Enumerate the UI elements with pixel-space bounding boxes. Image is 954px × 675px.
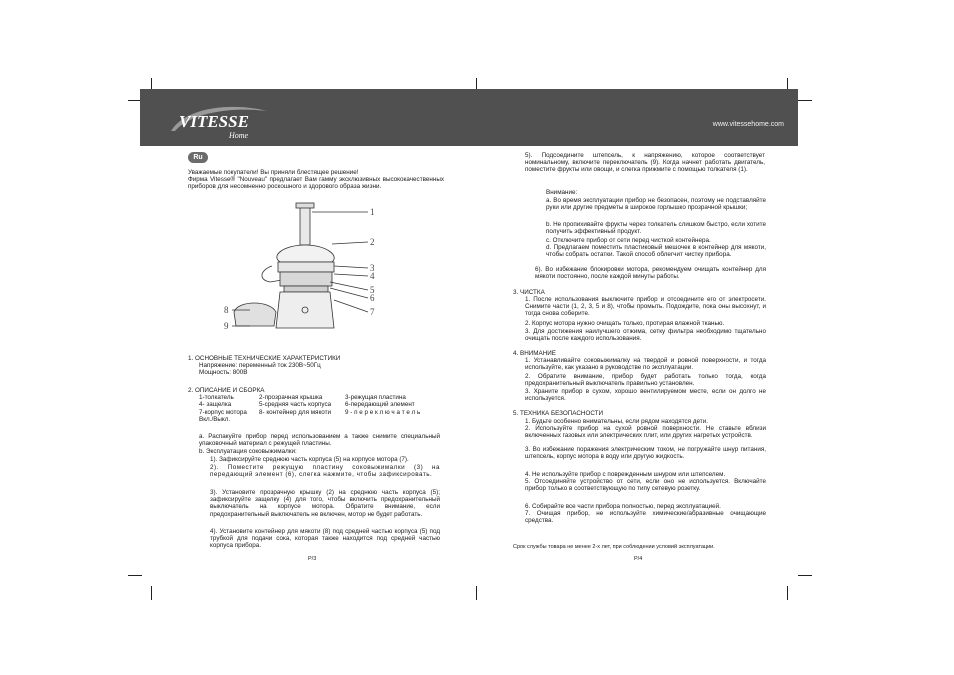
instruction-b: b. Эксплуатация соковыжималки: bbox=[199, 448, 297, 455]
part-item: 9 - п е р е к л ю ч а т е л ь bbox=[345, 409, 421, 416]
part-item: 4- защелка bbox=[199, 401, 232, 408]
language-badge: Ru bbox=[188, 152, 208, 163]
safety-rule: 2. Используйте прибор на сухой ровной поверхности. Не ставьте вблизи включенных газовых или электрических плит, или других нагретых устройств. bbox=[525, 425, 766, 440]
section4-title: 4. ВНИМАНИЕ bbox=[513, 350, 556, 357]
cleaning-item: 2. Корпус мотора нужно очищать только, протирая влажной тканью. bbox=[525, 320, 725, 327]
attention-item: c. Отключите прибор от сети перед чисткой контейнера. bbox=[546, 237, 711, 244]
cleaning-item: 3. Для достижения наилучшего отжима, сетку фильтра необходимо тщательно очищать после каждого использования. bbox=[525, 328, 766, 343]
part-item: 5-средняя часть корпуса bbox=[259, 401, 332, 408]
figure-label-5: 5 bbox=[370, 285, 375, 295]
page-number-left: P/3 bbox=[308, 556, 317, 562]
spec-voltage: Напряжение: переменный ток 230В~50Гц bbox=[199, 362, 321, 369]
part-item: 6-передающий элемент bbox=[345, 401, 415, 408]
attention-item: a. Во время эксплуатации прибор не безопасен, поэтому не подставляйте руки или другие предметы в широкое горлышко прозрачной крышки; bbox=[546, 197, 766, 212]
part-item: 3-режущая пластина bbox=[345, 394, 406, 401]
website-url[interactable]: www.vitessehome.com bbox=[712, 121, 784, 128]
safety-rule: 6. Собирайте все части прибора полностью, перед эксплуатацией. bbox=[525, 503, 721, 510]
step-5: 5). Подсоедините штепсель, к напряжению, которое соответствует номинальному, включите переключатель (9). Когда начнет работать двигатель, поместите фрукты или овощи, и слегка прижмите с помощью толкателя (1). bbox=[525, 152, 765, 174]
crop-mark bbox=[798, 100, 812, 101]
logo-sub: Home bbox=[229, 131, 249, 140]
crop-mark bbox=[151, 586, 152, 600]
figure-label-9: 9 bbox=[224, 321, 229, 331]
spec-power: Мощность: 800В bbox=[199, 369, 248, 376]
assembly-step: 3). Установите прозрачную крышку (2) на среднюю часть корпуса (5); зафиксируйте защелку (4) для того, чтобы включить предохранительный выключатель на корпусе мотора. Обратите внимание, если предохранительный выключатель не включен, мотор не будет работать. bbox=[210, 489, 440, 518]
logo-text: VITESSE bbox=[179, 112, 249, 131]
intro-line: Уважаемые покупатели! Вы приняли блестящее решение! bbox=[188, 169, 359, 176]
safety-rule: 7. Очищая прибор, не используйте химические/абразивные очищающие средства. bbox=[525, 510, 766, 525]
attention-item: d. Предлагаем поместить пластиковый мешочек в контейнер для мякоти, чтобы собрать остатки. Такой способ облегчит чистку прибора. bbox=[546, 244, 766, 259]
crop-mark bbox=[128, 575, 142, 576]
crop-mark bbox=[476, 586, 477, 600]
section5-title: 5. ТЕХНИКА БЕЗОПАСНОСТИ bbox=[513, 410, 604, 417]
part-item: 1-толкатель bbox=[199, 394, 234, 401]
figure-label-2: 2 bbox=[370, 237, 375, 247]
figure-label-4: 4 bbox=[370, 271, 375, 281]
cleaning-item: 1. После использования выключите прибор и отсоедините его от электросети. Снимите части (1, 2, 3, 5 и 8), чтобы промыть. Подождите, пока оны высохнут, и тогда снова соберите. bbox=[525, 296, 766, 318]
juicer-diagram bbox=[224, 200, 380, 340]
attention-rule: 3. Храните прибор в сухом, хорошо вентилируемом месте, если он долго не используется. bbox=[525, 388, 766, 403]
step-6: 6). Во избежание блокировки мотора, рекомендуем очищать контейнер для мякоти постоянно, после каждой минуты работы. bbox=[535, 266, 766, 281]
safety-rule: 4. Не используйте прибор с поврежденным шнуром или штепселем. bbox=[525, 471, 726, 478]
part-item-tail: Вкл./Выкл. bbox=[199, 416, 231, 423]
figure-label-8: 8 bbox=[224, 305, 229, 315]
crop-mark bbox=[798, 575, 812, 576]
figure-label-3: 3 bbox=[370, 263, 375, 273]
part-item: 7-корпус мотора bbox=[199, 409, 247, 416]
safety-rule: 1. Будьте особенно внимательны, если рядом находятся дети. bbox=[525, 418, 708, 425]
section2-title: 2. ОПИСАНИЕ И СБОРКА bbox=[188, 387, 265, 394]
safety-rule: 5. Отсоединяйте устройство от сети, если оно не используется. Включайте прибор только в соответствующую по типу сетевую розетку. bbox=[525, 478, 766, 493]
assembly-step: 2). Поместите режущую пластину соковыжималки (3) на передающий элемент (6), слегка нажмите, чтобы зафиксировать. bbox=[210, 464, 440, 479]
part-item: 2-прозрачная крышка bbox=[259, 394, 323, 401]
vitesse-logo bbox=[167, 101, 272, 141]
attention-rule: 2. Обратите внимание, прибор будет работать только тогда, когда предохранительный выключатель правильно установлен. bbox=[525, 373, 766, 388]
figure-label-1: 1 bbox=[370, 207, 375, 217]
crop-mark bbox=[787, 586, 788, 600]
service-life-note: Срок службы товара не менее 2-х лет, при соблюдении условий эксплуатации. bbox=[513, 544, 715, 550]
page-number-right: P/4 bbox=[634, 556, 643, 562]
section1-title: 1. ОСНОВНЫЕ ТЕХНИЧЕСКИЕ ХАРАКТЕРИСТИКИ bbox=[188, 355, 341, 362]
part-item: 8- контейнер для мякоти bbox=[259, 409, 332, 416]
safety-rule: 3. Во избежание поражения электрическим током, не погружайте шнур питания, штепсель, корпус мотора в воду или другую жидкость. bbox=[525, 446, 766, 461]
assembly-step: 4). Установите контейнер для мякоти (8) под средней частью корпуса (5) под трубкой для подачи сока, которая также находится под средней частью корпуса прибора. bbox=[210, 528, 440, 550]
header-band bbox=[140, 89, 798, 146]
attention-rule: 1. Устанавливайте соковыжималку на твердой и ровной поверхности, и тогда используйте, как указано в руководстве по эксплуатации. bbox=[525, 357, 766, 372]
section3-title: 3. ЧИСТКА bbox=[513, 289, 545, 296]
attention-item: b. Не пропихивайте фрукты через толкатель слишком быстро, если хотите получить эффективный продукт. bbox=[546, 221, 766, 236]
attention-title: Внимание: bbox=[546, 189, 578, 196]
instruction-a: a. Распакуйте прибор перед использованием а также снимите специальный упаковочный материал с режущей пластины. bbox=[199, 433, 440, 448]
figure-label-6: 6 bbox=[370, 293, 375, 303]
figure-label-7: 7 bbox=[370, 307, 375, 317]
assembly-step: 1). Зафиксируйте среднюю часть корпуса (5) на корпусе мотора (7). bbox=[210, 456, 409, 463]
intro-paragraph: Фирма Vitesse® "Nouveau" предлагает Вам гамму эксклюзивных высококачественных приборов для несомненно роскошного и здорового образа жизни. bbox=[188, 176, 444, 191]
